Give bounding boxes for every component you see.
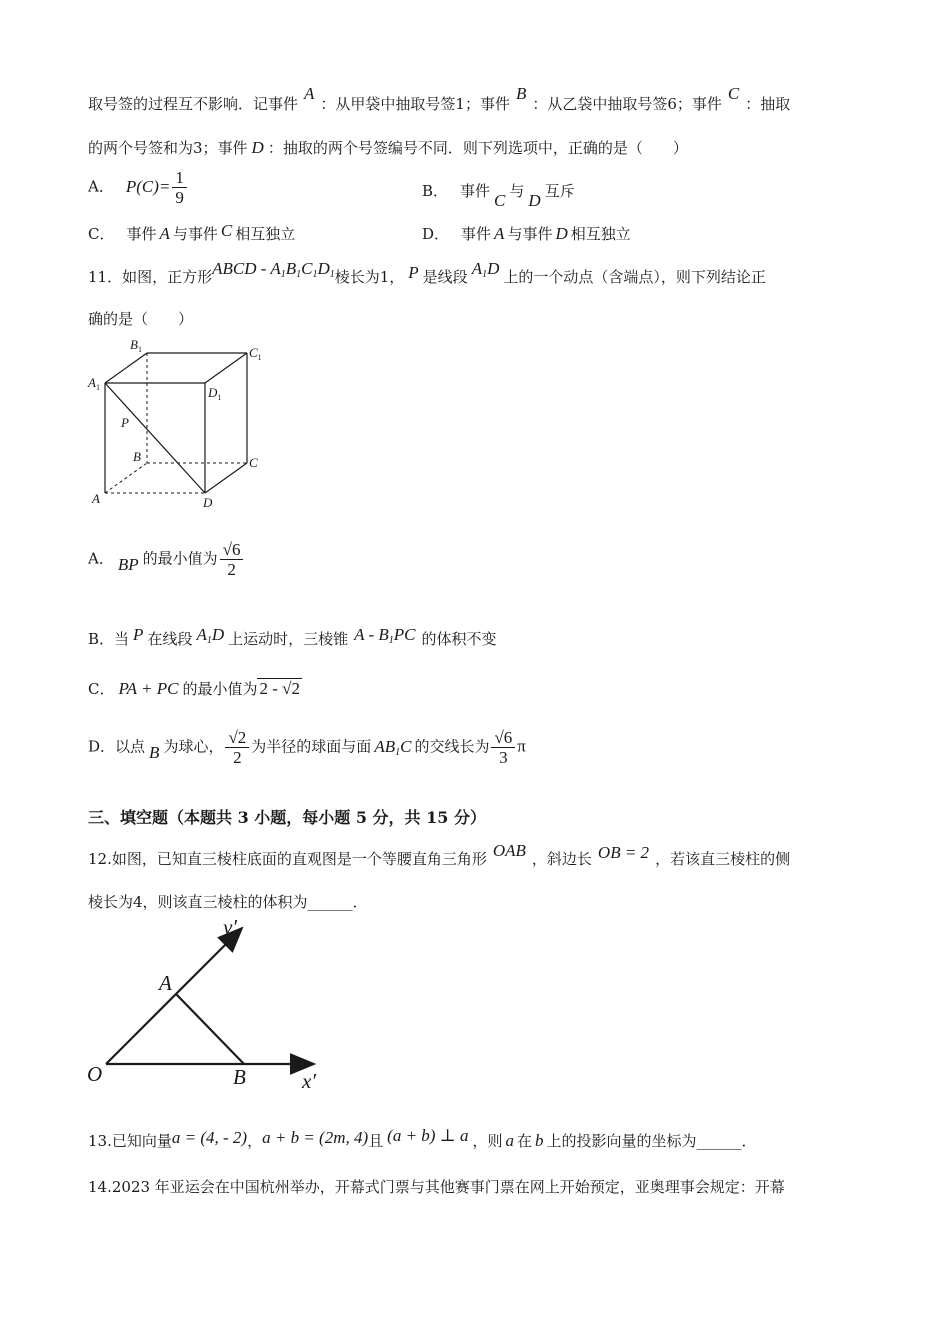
event-a: A [304,84,315,103]
section-heading: 三、填空题（本题共 3 小题，每小题 5 分，共 15 分） [88,808,486,827]
y-axis [106,928,242,1064]
segment-ab [176,994,244,1064]
sqrt-expression: 2 - √2 [259,679,300,698]
q10-line1: 取号签的过程互不影响．记事件A：从甲袋中抽取号签1；事件B：从乙袋中抽取号签6；事件C：抽取 [88,84,791,113]
label-a1: $A_1$ [88,375,100,392]
q10-option-d: D． 事件 A 与事件 D 相互独立 [422,224,631,243]
fraction: $\frac{1}{9}$ [172,168,187,207]
label-c: C [249,455,258,470]
prob-expr: P(C)= [125,176,171,196]
q11-line1: 11．如图，正方形ABCD - $A_1B_1C_1D_1$棱长为1， P 是线段 $A_1D$ 上的一个动点（含端点），则下列结论正 [88,259,766,286]
q10-line2: 的两个号签和为3；事件 D ：抽取的两个号签编号不同．则下列选项中，正确的是（ ） [88,138,688,157]
q11-option-d: D．以点 B 为球心， $\frac{√2}{2}$ 为半径的球面与面 $AB_1C$ 的交线长为 $\frac{√6}{3}$ π [88,728,526,767]
triangle-figure [80,908,340,1093]
q13-line: 13.已知向量a = (4, - 2)，a + b = (2m, 4)且 (a + b) ⊥ a ，则 a 在 b 上的投影向量的坐标为______． [88,1126,757,1150]
event-c: C [727,84,740,103]
edge-ab-hidden [105,463,147,493]
label-o: O [87,1062,103,1086]
edge-dc [205,463,247,493]
fraction: $\frac{√2}{2}$ [225,728,249,767]
q11-option-b: B．当 P 在线段 $A_1D$ 上运动时，三棱锥 A - $B_1PC$ 的体积不变 [88,625,497,648]
vector-ab-eq: a + b = (2m, 4) [262,1128,369,1147]
label-c1: $C_1$ [249,345,262,362]
label-a: A [92,491,100,506]
perp-condition: (a + b) ⊥ a [387,1126,469,1145]
label-d1: $D_1$ [208,385,222,402]
pyramid-name: A - $B_1PC$ [354,625,416,646]
q11-line2: 确的是（ ） [88,310,194,328]
label-b: B [133,449,141,464]
label-p: P [121,415,129,430]
q12-line1: 12.如图，已知直三棱柱底面的直观图是一个等腰直角三角形 OAB ，斜边长 OB = 2 ，若该直三棱柱的侧 [88,841,791,868]
vector-a-eq: a = (4, - 2) [171,1128,248,1147]
fraction: $\frac{√6}{2}$ [220,540,244,579]
segment-a1d-line [105,383,205,493]
label-a: A [159,971,172,995]
label-b: B [233,1065,246,1089]
q10-option-a: A． P(C)= $\frac{1}{9}$ [88,168,189,207]
event-b: B [515,84,527,103]
cube-name: ABCD - $A_1B_1C_1D_1$ [212,259,335,280]
q10-option-b: B． 事件 C 与 D 互斥 [422,182,575,210]
label-d: D [203,495,213,510]
edge-d1c1 [205,353,247,383]
label-x-axis: x′ [302,1069,316,1093]
fraction: $\frac{√6}{3}$ [491,728,515,767]
q12-line2: 棱长为4，则该直三棱柱的体积为______． [88,893,368,911]
edge-a1b1 [105,353,147,383]
q11-option-a: A． BP 的最小值为 $\frac{√6}{2}$ [88,540,245,579]
q10-option-c: C． 事件 A 与事件 C 相互独立 [88,221,296,243]
triangle-name: OAB [492,841,526,860]
segment-a1d: $A_1D$ [471,259,500,280]
ob-length: OB = 2 [597,843,650,862]
label-y-axis: y′ [223,915,237,939]
q14-line1: 14.2023 年亚运会在中国杭州举办，开幕式门票与其他赛事门票在网上开始预定，亚奥理事会规定：开幕 [88,1178,785,1196]
label-b1: $B_1$ [130,337,142,354]
q11-option-c: C． PA + PC 的最小值为 2 - √2 [88,679,300,698]
cube-figure [80,335,280,515]
event-d: D [251,138,264,157]
face-name: $AB_1C$ [374,736,412,758]
